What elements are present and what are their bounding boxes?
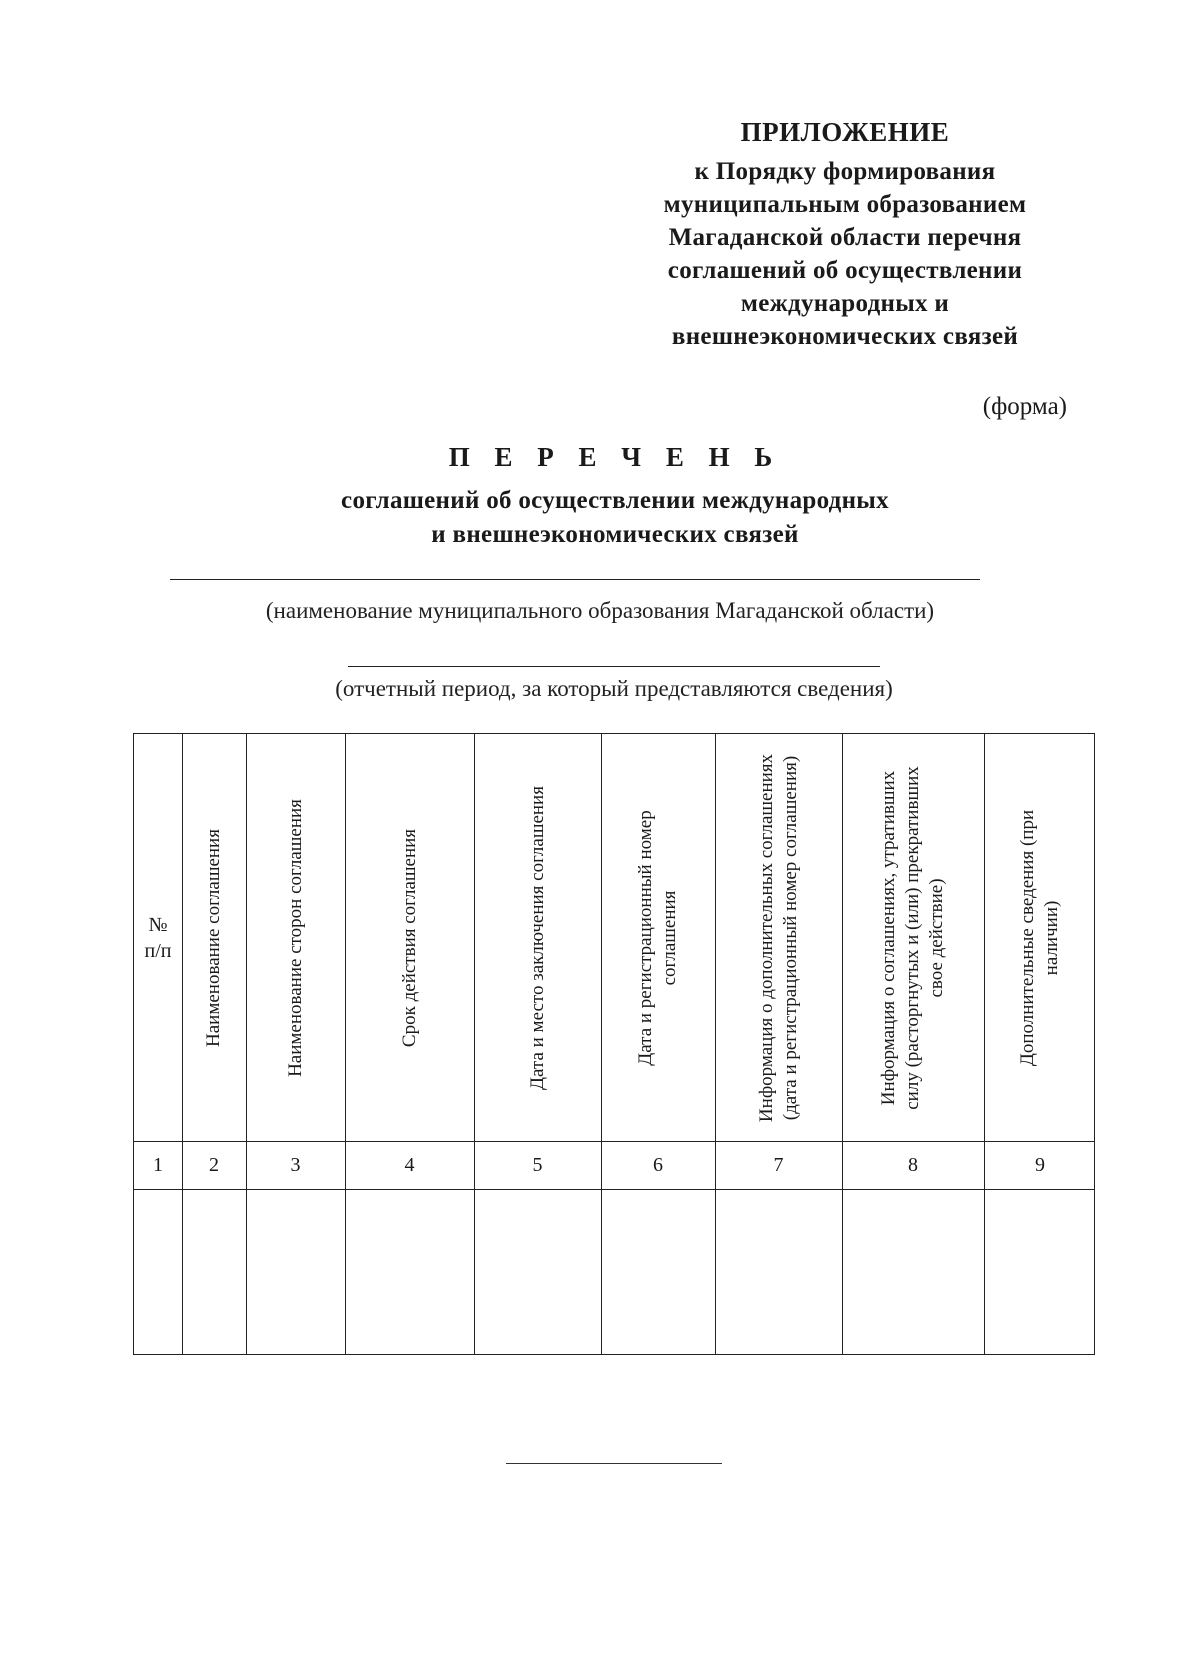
municipality-caption: (наименование муниципального образования Магаданской области) <box>265 598 935 623</box>
column-number: 3 <box>290 1154 301 1176</box>
header-cell-agreement-name <box>182 734 246 1141</box>
appendix-title: ПРИЛОЖЕНИЕ <box>740 117 950 147</box>
table-rule <box>134 1189 1094 1190</box>
column-number: 7 <box>773 1154 784 1176</box>
header-cell-term <box>345 734 474 1141</box>
header-label: Срок действия соглашения <box>398 828 420 1047</box>
column-number: 5 <box>532 1154 543 1176</box>
header-label: Дата и регистрационный номер соглашения <box>635 809 680 1066</box>
end-separator-line <box>506 1463 722 1464</box>
period-fill-line[interactable] <box>348 666 880 667</box>
column-number: 1 <box>153 1154 163 1176</box>
header-label: Дата и место заключения соглашения <box>526 785 548 1090</box>
header-cell-parties <box>246 734 345 1141</box>
header-label-line: п/п <box>144 939 172 962</box>
column-number: 9 <box>1035 1154 1045 1176</box>
header-cell-date-place <box>474 734 601 1141</box>
column-number: 8 <box>908 1154 918 1176</box>
column-number: 2 <box>209 1154 219 1176</box>
column-number: 6 <box>653 1154 663 1176</box>
appendix-line: муниципальным образованием <box>663 191 1027 218</box>
document-subtitle-line: соглашений об осуществлении международных <box>341 487 889 514</box>
document-subtitle-line: и внешнеэкономических связей <box>431 521 799 548</box>
header-label <box>134 734 182 1141</box>
header-cell-additional-agreements <box>715 734 842 1141</box>
appendix-line: Магаданской области перечня <box>668 224 1022 251</box>
appendix-line: международных и <box>740 290 950 317</box>
column-number: 4 <box>404 1154 415 1176</box>
document-subtitle <box>0 484 1200 552</box>
appendix-header <box>630 112 1060 353</box>
header-label: Наименование соглашения <box>203 828 224 1047</box>
header-label: Дополнительные сведения (при наличии) <box>1017 809 1062 1066</box>
municipality-fill-line[interactable] <box>170 579 980 580</box>
appendix-line: к Порядку формирования <box>694 158 996 185</box>
header-cell-registration <box>601 734 715 1141</box>
header-cell-terminated-agreements <box>842 734 984 1141</box>
form-label: (форма) <box>982 393 1067 420</box>
document-title: П Е Р Е Ч Е Н Ь <box>448 442 782 472</box>
header-label: Информация о дополнительных соглашениях (дата и регистрационный номер соглашения) <box>755 753 801 1122</box>
header-label: Наименование сторон соглашения <box>284 798 306 1077</box>
period-caption: (отчетный период, за который представляются сведения) <box>335 676 893 701</box>
agreements-table <box>133 733 1095 1355</box>
appendix-line: соглашений об осуществлении <box>667 257 1023 284</box>
appendix-line: внешнеэкономических связей <box>671 323 1019 350</box>
header-cell-additional-info <box>984 734 1096 1141</box>
header-cell-number <box>134 734 182 1141</box>
header-label-line: № <box>148 913 168 936</box>
header-label: Информация о соглашениях, утративших силу (расторгнутых и (или) прекративших свое действие) <box>878 765 947 1110</box>
